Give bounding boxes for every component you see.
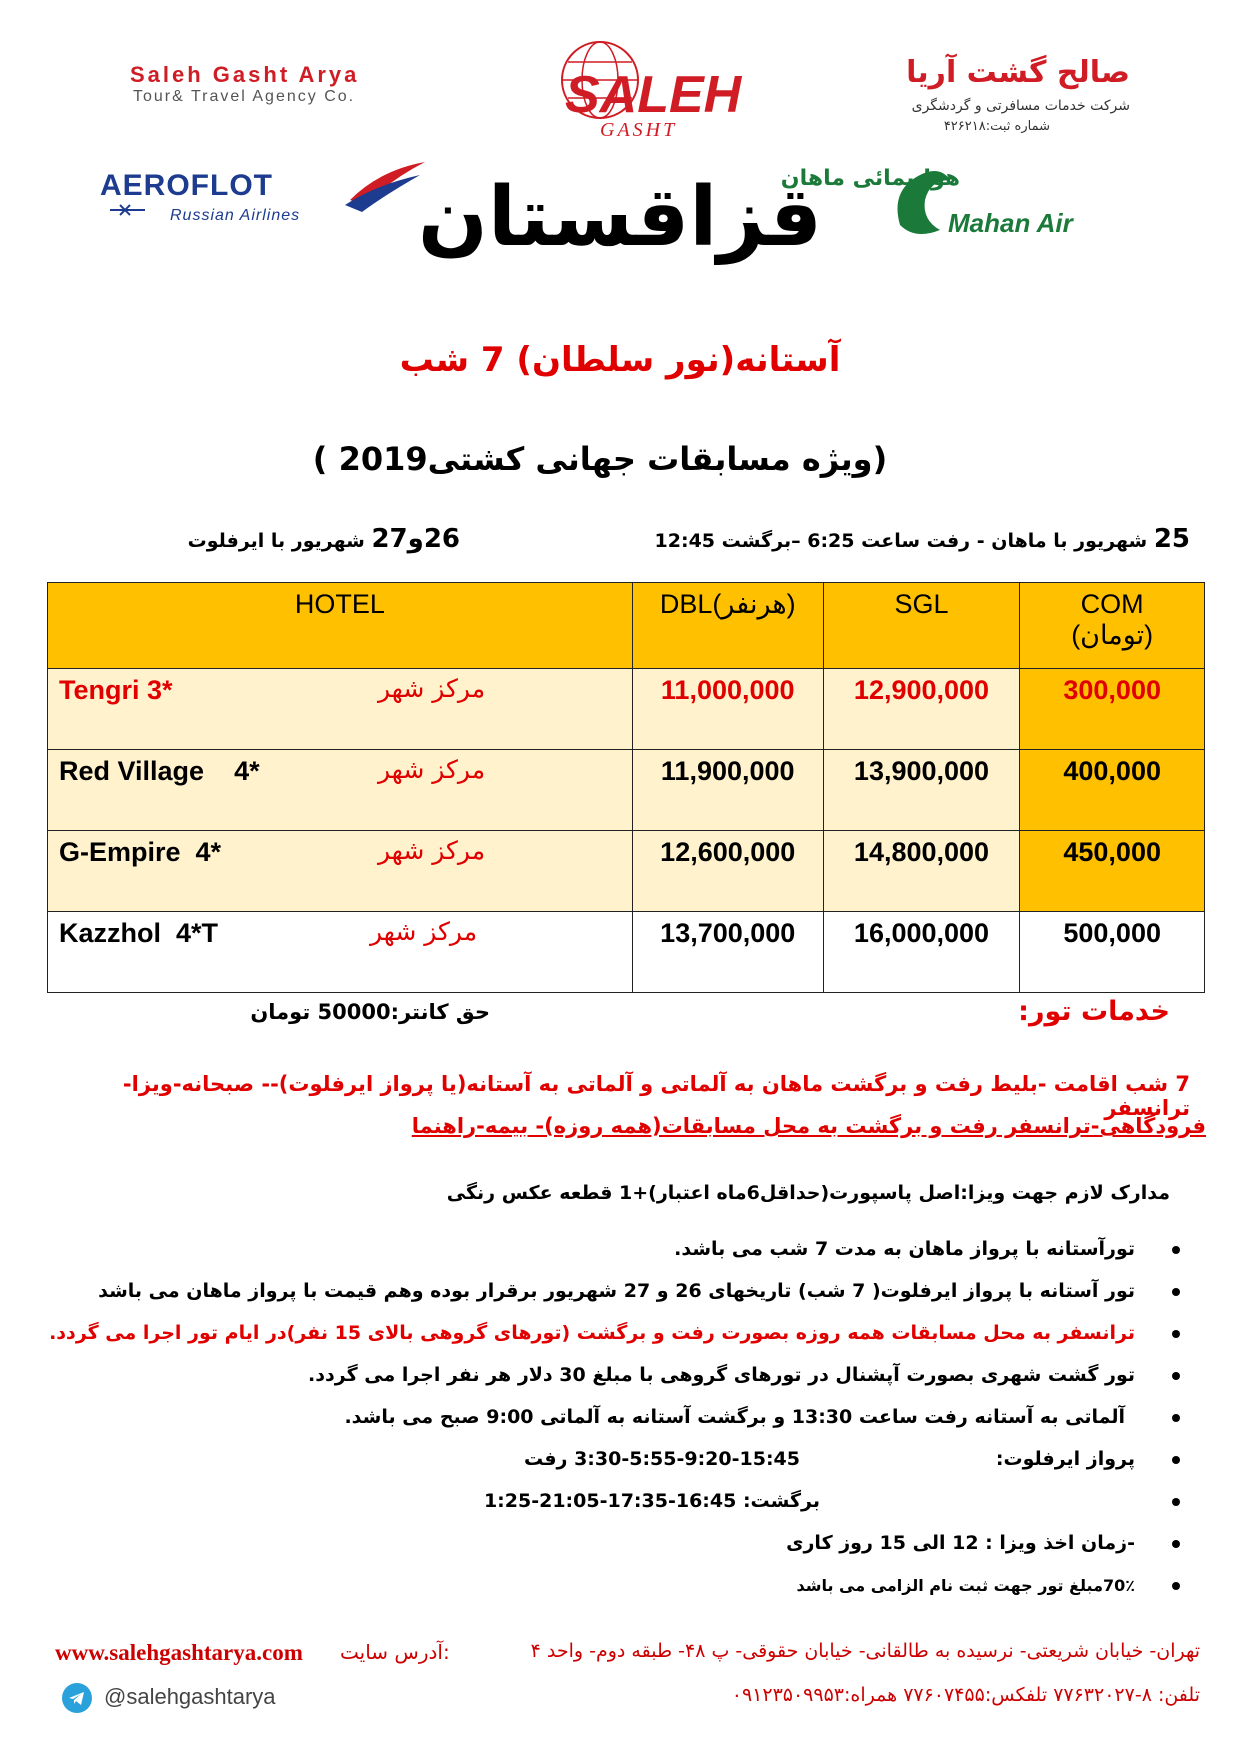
address: تهران- خیابان شریعتی- نرسیده به طالقانی- خیابان حقوقی- پ ۴۸- طبقه دوم- واحد ۴ — [530, 1640, 1200, 1662]
hotel-location: مرکز شهر — [370, 917, 478, 946]
bullet-icon — [1172, 1582, 1180, 1590]
price-sgl: 13,900,000 — [853, 756, 990, 786]
visa-documents: مدارک لازم جهت ویزا:اصل پاسپورت(حداقل6ماه اعتبار)+1 قطعه عکس رنگی — [446, 1182, 1170, 1204]
price-dbl: 11,900,000 — [660, 756, 795, 786]
aeroflot-flights-label: پرواز ایرفلوت: — [995, 1448, 1135, 1470]
aeroflot-date-number: 26و27 — [371, 524, 460, 554]
bullet-icon — [1172, 1246, 1180, 1254]
price-dbl: 12,600,000 — [660, 837, 796, 867]
svg-text:Russian Airlines: Russian Airlines — [170, 207, 301, 224]
svg-text:هواپیمائی ماهان: هواپیمائی ماهان — [780, 166, 960, 191]
services-heading: خدمات تور: — [1018, 996, 1170, 1027]
hotel-name: Tengri 3* — [59, 675, 173, 705]
list-item: تورآستانه با پرواز ماهان به مدت 7 شب می باشد. — [30, 1238, 1180, 1280]
logo-gasht-text: GASHT — [600, 119, 678, 141]
mahan-air-logo — [780, 150, 1090, 250]
tour-occasion: (ویژه مسابقات جهانی کشتی2019 ) — [312, 440, 888, 478]
svg-text:Mahan Air: Mahan Air — [948, 208, 1073, 238]
counter-fee: حق کانتر:50000 تومان — [250, 1000, 490, 1024]
table-row — [48, 912, 1205, 993]
list-item: 70٪مبلغ تور جهت ثبت نام الزامی می باشد — [30, 1574, 1180, 1616]
saleh-gasht-logo — [530, 30, 760, 140]
header-dbl: DBL(هرنفر) — [632, 583, 823, 669]
header-com-label: COM — [1080, 589, 1144, 619]
page-title: قزاقستان — [417, 170, 823, 265]
services-line-2: فرودگاهی-ترانسفر رفت و برگشت به محل مسابقات(همه روزه)- بیمه-راهنما — [411, 1114, 1206, 1138]
price-com: 400,000 — [1063, 756, 1161, 786]
price-com: 300,000 — [1063, 675, 1161, 705]
bullet-icon — [1172, 1372, 1180, 1380]
price-table — [47, 582, 1205, 993]
hotel-name: Red Village 4* — [59, 756, 260, 786]
price-com: 500,000 — [1063, 918, 1161, 948]
bullet-icon — [1172, 1456, 1180, 1464]
company-registration: شماره ثبت:۴۲۶۲۱۸ — [943, 119, 1050, 134]
notes-list — [30, 1238, 1180, 1616]
header-sgl: SGL — [823, 583, 1020, 669]
services-line-1: 7 شب اقامت -بلیط رفت و برگشت ماهان به آلماتی و آلماتی به آستانه(یا پرواز ایرفلوت)-- صبحانه-ویزا-ترانسفر — [122, 1072, 1190, 1120]
telegram-handle[interactable]: @salehgashtarya — [104, 1684, 276, 1709]
bullet-icon — [1172, 1414, 1180, 1422]
table-header-row — [48, 583, 1205, 669]
list-item: -زمان اخذ ویزا : 12 الی 15 روز کاری — [30, 1532, 1180, 1574]
hotel-location: مرکز شهر — [378, 755, 486, 784]
list-item: تور گشت شهری بصورت آپشنال در تورهای گروهی با مبلغ 30 دلار هر نفر اجرا می گردد. — [30, 1364, 1180, 1406]
price-dbl: 11,000,000 — [660, 675, 795, 705]
logo-saleh-text: SALEH — [565, 66, 742, 124]
website-link[interactable]: www.salehgashtarya.com — [55, 1640, 303, 1665]
hotel-name: G-Empire 4* — [59, 837, 222, 867]
phone-numbers: تلفن: ۸-۷۷۶۳۲۰۲۷ تلفکس:۷۷۶۰۷۴۵۵ همراه:۰۹۱۲۳۵۰۹۹۵۳ — [731, 1684, 1200, 1706]
table-row — [48, 831, 1205, 912]
table-row — [48, 750, 1205, 831]
company-subtitle-fa: شرکت خدمات مسافرتی و گردشگری — [911, 98, 1130, 114]
aeroflot-flights-out: 3:30-5:55-9:20-15:45 رفت — [523, 1448, 800, 1470]
company-name-fa: صالح گشت آریا — [906, 55, 1130, 90]
price-com: 450,000 — [1063, 837, 1161, 867]
telegram-icon — [62, 1683, 92, 1713]
hotel-name: Kazzhol 4*T — [59, 918, 219, 948]
aeroflot-date-text: شهریور با ایرفلوت — [187, 530, 365, 552]
price-sgl: 14,800,000 — [853, 837, 990, 867]
header-com — [1020, 583, 1205, 669]
website-label: :آدرس سایت — [340, 1640, 450, 1664]
mahan-date-number: 25 — [1153, 524, 1190, 554]
mahan-date-text: شهریور با ماهان - رفت ساعت 6:25 –برگشت 12:45 — [654, 530, 1148, 552]
bullet-icon — [1172, 1288, 1180, 1296]
svg-text:AEROFLOT: AEROFLOT — [100, 169, 273, 202]
bullet-icon — [1172, 1330, 1180, 1338]
list-item: ترانسفر به محل مسابقات همه روزه بصورت رفت و برگشت (تورهای گروهی بالای 15 نفر)در ایام تور اجرا می گردد. — [30, 1322, 1180, 1364]
company-subtitle-en: Tour& Travel Agency Co. — [133, 88, 356, 105]
price-sgl: 12,900,000 — [853, 675, 990, 705]
price-sgl: 16,000,000 — [853, 918, 990, 948]
bullet-icon — [1172, 1498, 1180, 1506]
list-item: آلماتی به آستانه رفت ساعت 13:30 و برگشت آستانه به آلماتی 9:00 صبح می باشد. — [30, 1406, 1180, 1448]
list-item — [30, 1448, 1180, 1490]
list-item: برگشت: 16:45-17:35-21:05-1:25 — [30, 1490, 1180, 1532]
mahan-dates — [600, 524, 1190, 554]
bullet-icon — [1172, 1540, 1180, 1548]
company-name-en: Saleh Gasht Arya — [130, 62, 360, 87]
header-hotel: HOTEL — [48, 583, 633, 669]
hotel-location: مرکز شهر — [378, 836, 486, 865]
table-row — [48, 669, 1205, 750]
aeroflot-dates — [130, 524, 460, 554]
list-item: تور آستانه با پرواز ایرفلوت( 7 شب) تاریخهای 26 و 27 شهریور برقرار بوده وهم قیمت با پرواز ماهان می باشد — [30, 1280, 1180, 1322]
tour-destination: آستانه(نور سلطان) 7 شب — [399, 340, 841, 380]
hotel-location: مرکز شهر — [378, 674, 486, 703]
header-com-unit: (تومان) — [1071, 620, 1154, 650]
price-dbl: 13,700,000 — [660, 918, 796, 948]
